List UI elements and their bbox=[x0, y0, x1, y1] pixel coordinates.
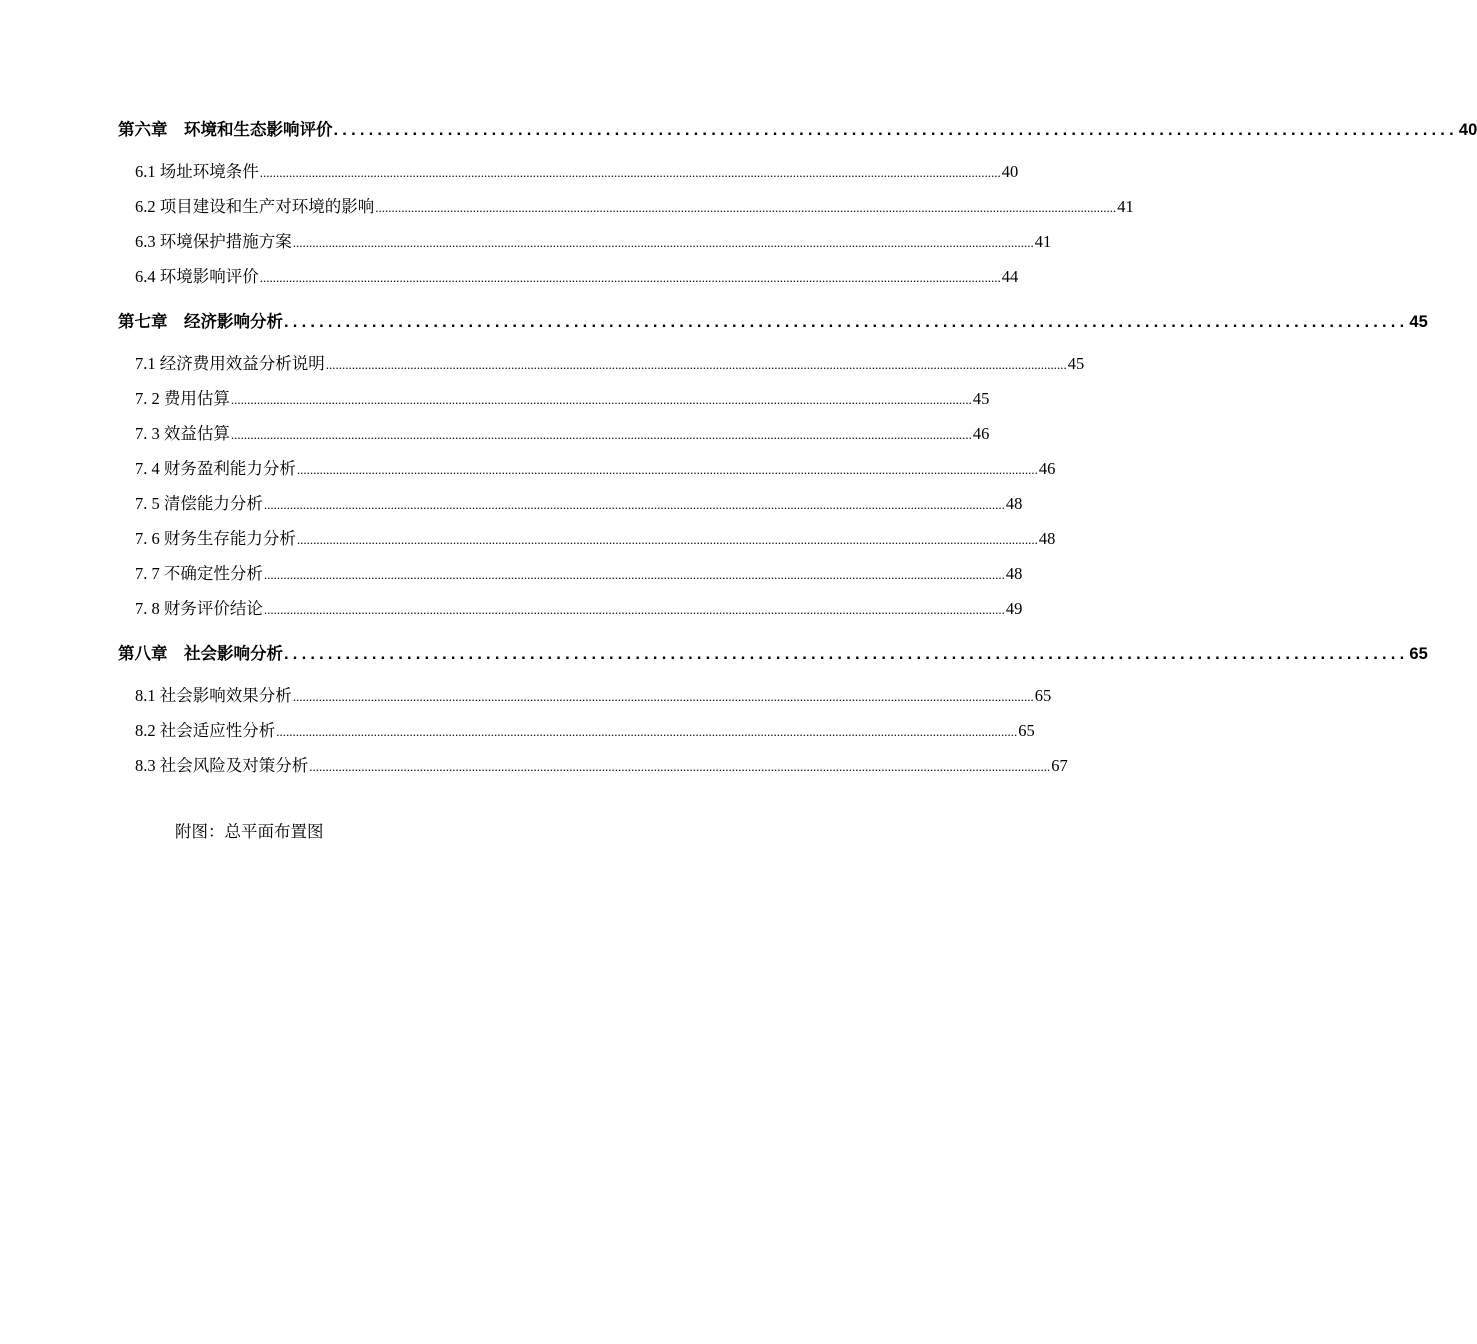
toc-section-7-5[interactable] bbox=[135, 490, 1023, 514]
toc-leader-dots: .................................................................................................................................................................................................................................... bbox=[296, 462, 1038, 477]
toc-section-title: 7. 5 清偿能力分析 bbox=[135, 494, 263, 513]
toc-section-title: 8.2 社会适应性分析 bbox=[135, 721, 276, 740]
toc-chapter-6[interactable] bbox=[118, 116, 1477, 140]
toc-section-8-1[interactable] bbox=[135, 682, 1052, 706]
toc-leader-dots: ................................................................................................................................ bbox=[284, 313, 1409, 331]
toc-page-number: 46 bbox=[1038, 459, 1056, 478]
toc-section-title: 6.4 环境影响评价 bbox=[135, 267, 259, 286]
toc-section-6-4[interactable] bbox=[135, 263, 1019, 287]
toc-section-8-3[interactable] bbox=[135, 752, 1068, 776]
toc-leader-dots: ................................................................................................................................ bbox=[284, 645, 1409, 663]
toc-page-number: 65 bbox=[1034, 686, 1052, 705]
toc-section-title: 7. 2 费用估算 bbox=[135, 389, 230, 408]
toc-leader-dots: .................................................................................................................................................................................................................................... bbox=[263, 602, 1005, 617]
appendix-label: 附图：总平面布置图 bbox=[175, 822, 324, 841]
toc-page-number: 41 bbox=[1034, 232, 1052, 251]
toc-leader-dots: .................................................................................................................................................................................................................................... bbox=[263, 567, 1005, 582]
toc-section-7-7[interactable] bbox=[135, 560, 1023, 584]
toc-leader-dots: .................................................................................................................................................................................................................................... bbox=[259, 165, 1001, 180]
toc-leader-dots: .................................................................................................................................................................................................................................... bbox=[375, 200, 1117, 215]
toc-leader-dots: .................................................................................................................................................................................................................................... bbox=[230, 427, 972, 442]
toc-page-number: 65 bbox=[1018, 721, 1035, 740]
toc-section-7-8[interactable] bbox=[135, 595, 1023, 619]
toc-page-number: 45 bbox=[1067, 354, 1085, 373]
toc-page-number: 40 bbox=[1458, 121, 1477, 139]
toc-leader-dots: .................................................................................................................................................................................................................................... bbox=[276, 724, 1018, 739]
toc-leader-dots: .................................................................................................................................................................................................................................... bbox=[263, 497, 1005, 512]
toc-section-title: 8.1 社会影响效果分析 bbox=[135, 686, 292, 705]
toc-chapter-title: 第六章 环境和生态影响评价 bbox=[118, 121, 333, 139]
toc-section-7-6[interactable] bbox=[135, 525, 1056, 549]
toc-section-6-2[interactable] bbox=[135, 193, 1134, 217]
toc-section-7-4[interactable] bbox=[135, 455, 1056, 479]
toc-page-number: 40 bbox=[1001, 162, 1019, 181]
toc-page-number: 45 bbox=[1409, 313, 1428, 331]
toc-section-title: 8.3 社会风险及对策分析 bbox=[135, 756, 309, 775]
toc-section-title: 7. 6 财务生存能力分析 bbox=[135, 529, 296, 548]
toc-page-number: 45 bbox=[972, 389, 990, 408]
toc-leader-dots: .................................................................................................................................................................................................................................... bbox=[325, 357, 1067, 372]
toc-page-number: 46 bbox=[972, 424, 990, 443]
toc-section-title: 7.1 经济费用效益分析说明 bbox=[135, 354, 325, 373]
toc-page-number: 48 bbox=[1038, 529, 1056, 548]
toc-section-title: 6.2 项目建设和生产对环境的影响 bbox=[135, 197, 375, 216]
toc-chapter-title: 第八章 社会影响分析 bbox=[118, 645, 283, 663]
toc-section-6-1[interactable] bbox=[135, 158, 1019, 182]
toc-chapter-title: 第七章 经济影响分析 bbox=[118, 313, 283, 331]
toc-page-number: 48 bbox=[1005, 564, 1023, 583]
toc-page-number: 65 bbox=[1409, 645, 1428, 663]
toc-section-6-3[interactable] bbox=[135, 228, 1052, 252]
toc-section-title: 7. 8 财务评价结论 bbox=[135, 599, 263, 618]
toc-section-7-3[interactable] bbox=[135, 420, 990, 444]
toc-leader-dots: .................................................................................................................................................................................................................................... bbox=[309, 759, 1051, 774]
toc-leader-dots: .................................................................................................................................................................................................................................... bbox=[296, 532, 1038, 547]
toc-section-title: 6.3 环境保护措施方案 bbox=[135, 232, 292, 251]
toc-section-title: 7. 4 财务盈利能力分析 bbox=[135, 459, 296, 478]
toc-leader-dots: .................................................................................................................................................................................................................................... bbox=[259, 270, 1001, 285]
toc-page-number: 48 bbox=[1005, 494, 1023, 513]
toc-section-title: 7. 7 不确定性分析 bbox=[135, 564, 263, 583]
toc-leader-dots: .................................................................................................................................................................................................................................... bbox=[292, 235, 1034, 250]
toc-section-7-2[interactable] bbox=[135, 385, 990, 409]
toc-leader-dots: .................................................................................................................................................................................................................................... bbox=[230, 392, 972, 407]
toc-section-title: 7. 3 效益估算 bbox=[135, 424, 230, 443]
toc-section-title: 6.1 场址环境条件 bbox=[135, 162, 259, 181]
toc-section-7-1[interactable] bbox=[135, 350, 1085, 374]
toc-leader-dots: ................................................................................................................................ bbox=[333, 121, 1458, 139]
toc-section-8-2[interactable] bbox=[135, 717, 1035, 741]
toc-leader-dots: .................................................................................................................................................................................................................................... bbox=[292, 689, 1034, 704]
toc-chapter-8[interactable] bbox=[118, 640, 1428, 664]
toc-page-number: 67 bbox=[1051, 756, 1068, 775]
toc-page-number: 41 bbox=[1117, 197, 1134, 216]
toc-chapter-7[interactable] bbox=[118, 308, 1428, 332]
toc-page-number: 49 bbox=[1005, 599, 1023, 618]
toc-page-number: 44 bbox=[1001, 267, 1019, 286]
